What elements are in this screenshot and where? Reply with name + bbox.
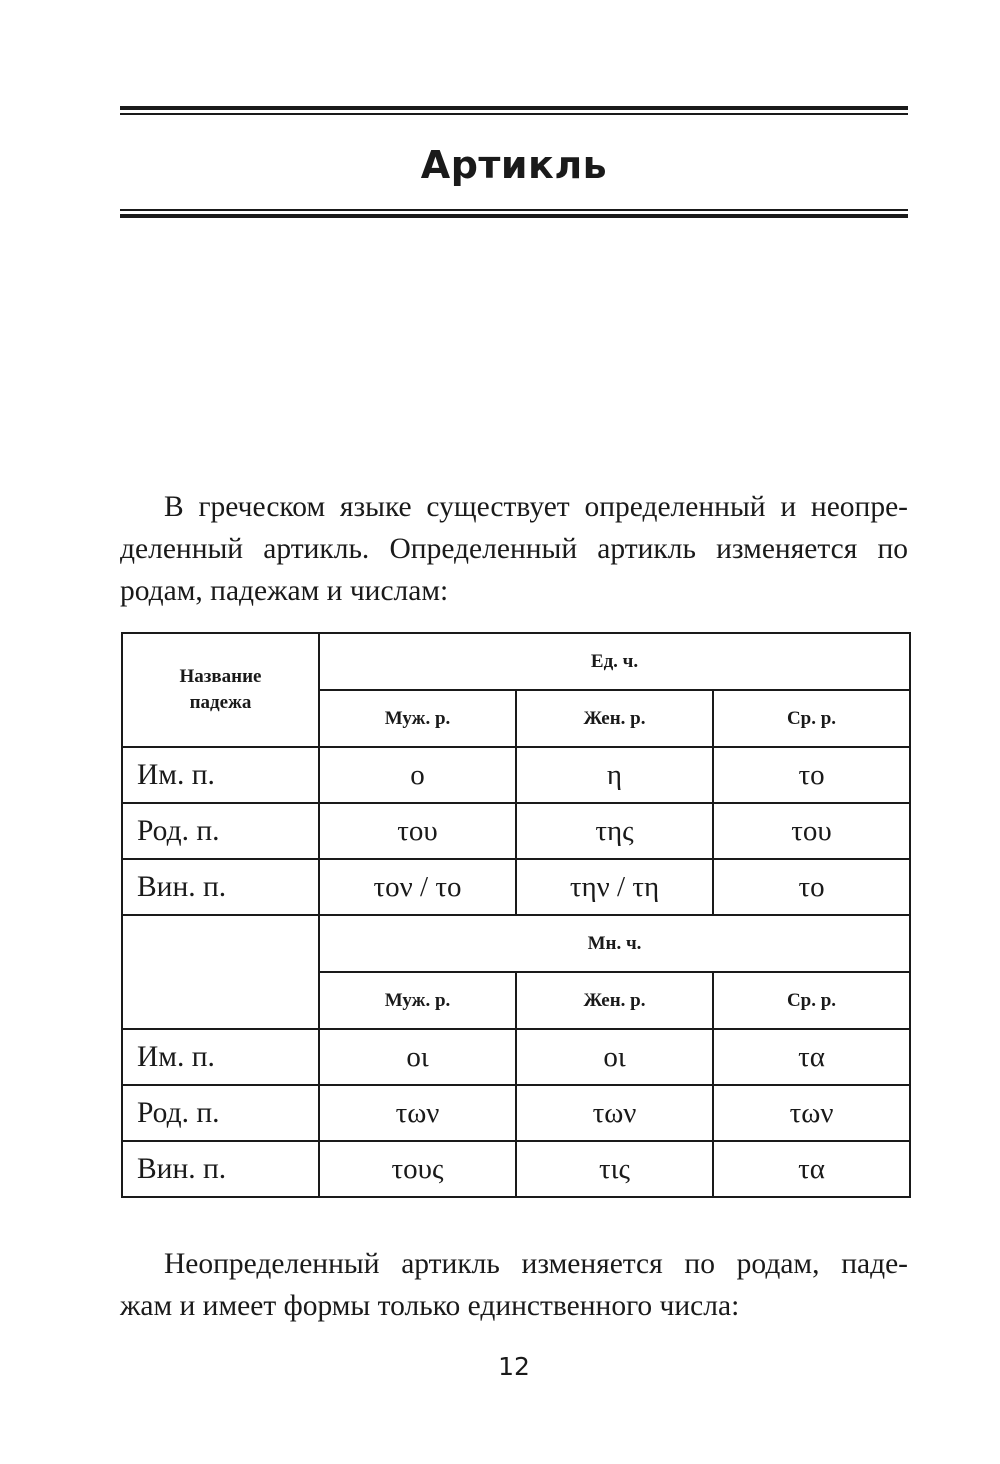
article-form: το bbox=[713, 859, 910, 915]
article-form: τα bbox=[713, 1029, 910, 1085]
outro-line: жам и имеет формы только единственного числа: bbox=[120, 1290, 740, 1322]
article-form: ο bbox=[319, 747, 516, 803]
article-form: των bbox=[516, 1085, 713, 1141]
article-form: τις bbox=[516, 1141, 713, 1197]
outro-line: Неопределенный артикль изменяется по родам, паде- bbox=[164, 1248, 908, 1280]
title-top-rule-thin bbox=[120, 113, 908, 115]
case-label: Вин. п. bbox=[122, 1141, 319, 1197]
intro-line: родам, падежам и числам: bbox=[120, 575, 449, 607]
article-form: οι bbox=[516, 1029, 713, 1085]
case-label: Род. п. bbox=[122, 1085, 319, 1141]
intro-line: деленный артикль. Определенный артикль изменяется по bbox=[120, 533, 908, 565]
gender-header-feminine: Жен. р. bbox=[516, 690, 713, 747]
article-form: των bbox=[713, 1085, 910, 1141]
article-form: τον / το bbox=[319, 859, 516, 915]
article-form: οι bbox=[319, 1029, 516, 1085]
article-table bbox=[121, 632, 911, 1198]
article-form: τα bbox=[713, 1141, 910, 1197]
page-number: 12 bbox=[498, 1352, 530, 1381]
article-form: του bbox=[713, 803, 910, 859]
gender-header-neuter: Ср. р. bbox=[713, 972, 910, 1029]
plural-header: Мн. ч. bbox=[319, 915, 910, 972]
intro-paragraph bbox=[120, 486, 908, 612]
article-form: η bbox=[516, 747, 713, 803]
page-title: Артикль bbox=[420, 143, 608, 187]
case-label: Им. п. bbox=[122, 747, 319, 803]
article-form: της bbox=[516, 803, 713, 859]
gender-header-masculine: Муж. р. bbox=[319, 972, 516, 1029]
case-label: Им. п. bbox=[122, 1029, 319, 1085]
table-row bbox=[122, 803, 910, 859]
outro-paragraph bbox=[120, 1243, 908, 1327]
gender-header-feminine: Жен. р. bbox=[516, 972, 713, 1029]
case-name-header: Название падежа bbox=[122, 633, 319, 747]
table-row bbox=[122, 1085, 910, 1141]
table-row bbox=[122, 1141, 910, 1197]
table-row bbox=[122, 859, 910, 915]
case-label: Род. п. bbox=[122, 803, 319, 859]
gender-header-neuter: Ср. р. bbox=[713, 690, 910, 747]
singular-header: Ед. ч. bbox=[319, 633, 910, 690]
case-label: Вин. п. bbox=[122, 859, 319, 915]
intro-line: В греческом языке существует определенный и неопре- bbox=[164, 491, 908, 523]
article-form: το bbox=[713, 747, 910, 803]
article-form: τους bbox=[319, 1141, 516, 1197]
table-row bbox=[122, 747, 910, 803]
title-bottom-rule-thin bbox=[120, 209, 908, 211]
table-row bbox=[122, 1029, 910, 1085]
empty-case-cell bbox=[122, 915, 319, 1029]
gender-header-masculine: Муж. р. bbox=[319, 690, 516, 747]
article-form: την / τη bbox=[516, 859, 713, 915]
title-top-rule-thick bbox=[120, 106, 908, 110]
title-bottom-rule-thick bbox=[120, 214, 908, 218]
article-form: των bbox=[319, 1085, 516, 1141]
article-form: του bbox=[319, 803, 516, 859]
